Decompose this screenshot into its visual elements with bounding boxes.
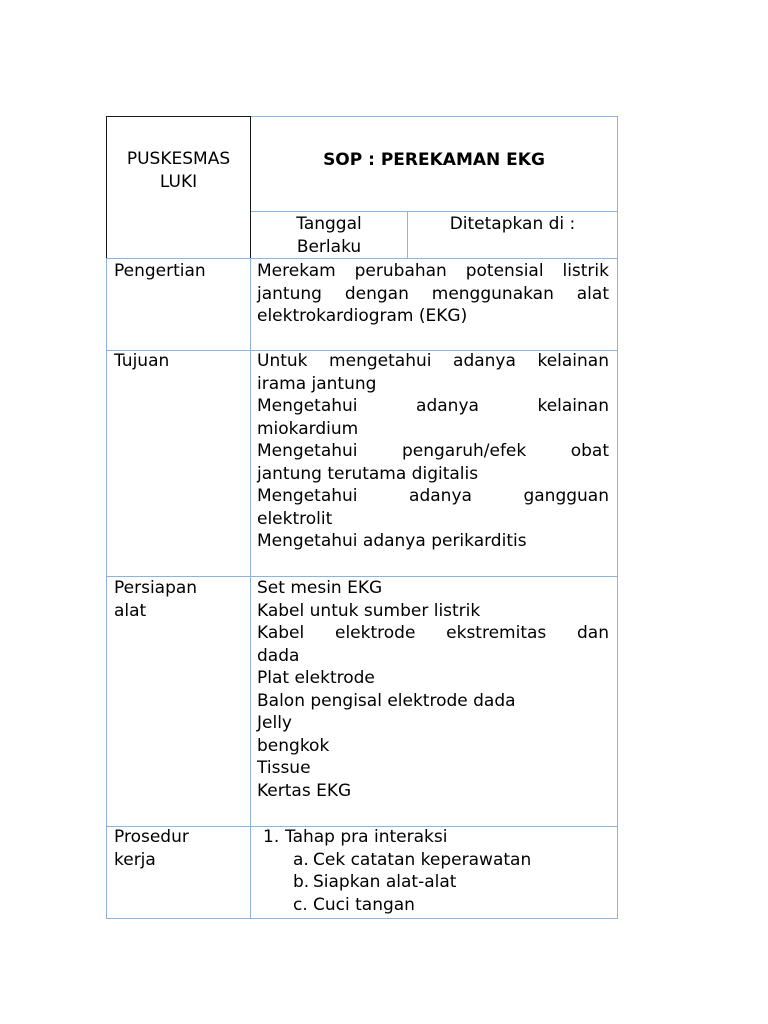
date-label-cell <box>251 213 407 258</box>
substep-letter: c. <box>293 894 308 915</box>
table-border <box>106 258 107 919</box>
table-border <box>251 116 618 117</box>
prosedur-substep <box>263 871 609 894</box>
prosedur-label-line1: Prosedur <box>114 827 189 847</box>
tujuan-item: elektrolit <box>257 508 333 529</box>
tujuan-item: Untuk mengetahui adanya kelainan <box>257 351 609 371</box>
date-label-line1: Tanggal <box>296 214 362 234</box>
pengertian-content <box>257 260 609 328</box>
persiapan-item: dada <box>257 645 300 666</box>
pengertian-line: elektrokardiogram (EKG) <box>257 306 468 326</box>
step-title: Tahap pra interaksi <box>285 827 448 847</box>
table-border <box>250 258 251 919</box>
pengertian-line: jantung dengan menggunakan alat <box>257 283 609 304</box>
pengertian-line: Merekam perubahan potensial listrik <box>257 261 609 281</box>
substep-text: Siapkan alat-alat <box>313 872 457 892</box>
sop-table <box>106 116 618 919</box>
persiapan-item: Jelly <box>257 713 292 733</box>
tujuan-item: Mengetahui adanya perikarditis <box>257 531 527 551</box>
tujuan-label: Tujuan <box>114 351 170 371</box>
persiapan-label-line1: Persiapan <box>114 578 198 598</box>
prosedur-substep <box>263 849 609 872</box>
tujuan-content <box>257 350 609 553</box>
tujuan-item: jantung terutama digitalis <box>257 463 479 484</box>
institution-name-line2: LUKI <box>159 171 198 192</box>
persiapan-item: bengkok <box>257 735 330 756</box>
persiapan-item: Tissue <box>257 758 311 778</box>
prosedur-content <box>263 826 609 916</box>
substep-letter: a. <box>293 849 309 870</box>
persiapan-item: Plat elektrode <box>257 668 375 688</box>
table-border <box>106 258 618 259</box>
persiapan-label-line2: alat <box>114 600 147 621</box>
tujuan-item: Mengetahui adanya gangguan <box>257 486 609 506</box>
persiapan-item: Balon pengisal elektrode dada <box>257 690 516 711</box>
substep-letter: b. <box>293 872 310 892</box>
step-number: 1. <box>263 827 280 847</box>
table-border <box>106 116 251 117</box>
sop-title: SOP : PEREKAMAN EKG <box>323 150 545 170</box>
prosedur-step <box>263 826 609 849</box>
pengertian-label: Pengertian <box>114 261 206 281</box>
persiapan-label <box>114 577 246 622</box>
institution-name-line1: PUSKESMAS <box>126 149 231 169</box>
persiapan-item: Kertas EKG <box>257 780 352 801</box>
tujuan-item: Mengetahui pengaruh/efek obat <box>257 441 609 461</box>
established-label: Ditetapkan di : <box>449 214 576 234</box>
persiapan-item: Kabel elektrode ekstremitas dan <box>257 623 609 643</box>
tujuan-item: miokardium <box>257 418 359 439</box>
substep-text: Cek catatan keperawatan <box>313 849 532 870</box>
institution-cell <box>107 148 250 193</box>
persiapan-item: Kabel untuk sumber listrik <box>257 600 481 621</box>
prosedur-label-line2: kerja <box>114 849 156 870</box>
date-label-line2: Berlaku <box>296 236 362 257</box>
prosedur-substep <box>263 894 609 917</box>
tujuan-item: Mengetahui adanya kelainan <box>257 396 609 416</box>
persiapan-item: Set mesin EKG <box>257 578 383 598</box>
substep-text: Cuci tangan <box>313 894 415 915</box>
tujuan-item: irama jantung <box>257 373 377 394</box>
table-border <box>251 211 618 212</box>
table-border <box>617 116 618 919</box>
prosedur-label <box>114 826 246 871</box>
persiapan-content <box>257 577 609 802</box>
table-border <box>106 918 618 919</box>
